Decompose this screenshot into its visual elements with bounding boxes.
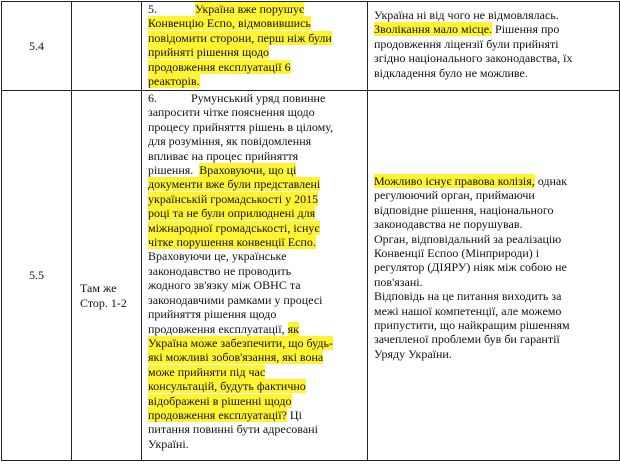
table-row-5-4 xyxy=(2,2,620,91)
item-number: 5. xyxy=(148,2,157,16)
remark-text: повідомити сторони, перш ніж були xyxy=(148,30,332,45)
row-number-text: 5.4 xyxy=(29,38,44,53)
remark-text: реакторів. xyxy=(148,74,200,89)
response-text: пов'язані. xyxy=(374,274,423,289)
remark-text: українській громадськості у 2015 xyxy=(148,191,319,206)
remark-text: Україна може забезпечити, що будь- xyxy=(148,335,333,350)
remark-text: як xyxy=(287,321,299,336)
remark-text: рішення. xyxy=(148,163,194,178)
response-text: Уряду України. xyxy=(374,346,452,361)
item-number: 6. xyxy=(148,91,157,105)
remark-text: прийняті рішення щодо xyxy=(148,45,270,60)
response-table xyxy=(1,1,620,461)
remark-text: законодавчими рамками у процесі xyxy=(148,292,323,307)
response-text: Зволікання мало місце. xyxy=(374,22,493,37)
response-text: Конвенції Еспоо (Мінприроди) і xyxy=(374,246,540,261)
remark-text: році та не були оприлюднені для xyxy=(148,206,316,221)
remark-text: Ці xyxy=(286,407,302,422)
remark-cell xyxy=(142,2,368,91)
remark-line xyxy=(148,2,363,16)
reference-text: Стор. 1-2 xyxy=(80,295,127,310)
response-text: відкладення було не можливе. xyxy=(374,65,528,80)
remark-text: законодавство не проводить xyxy=(148,263,292,278)
row-number xyxy=(2,91,72,461)
remark-text: продовження експлуатації 6 xyxy=(148,59,291,74)
response-cell xyxy=(368,2,620,91)
remark-text: прийняття рішення щодо xyxy=(148,307,277,322)
response-text: припустити, що найкращим рішенням xyxy=(374,318,570,333)
reference-text: Там же xyxy=(80,281,117,296)
reference-cell xyxy=(72,2,142,91)
response-text: Україна ні від чого не відмовлялась. xyxy=(374,8,559,22)
response-text: Орган, відповідальний за реалізацію xyxy=(374,231,562,246)
response-text: Рішення про xyxy=(492,22,560,37)
remark-text: Україна вже порушує xyxy=(195,2,305,16)
remark-text: для розуміння, як повідомлення xyxy=(148,134,312,149)
response-cell xyxy=(368,91,620,461)
remark-text: питання повинні бути адресовані xyxy=(148,422,318,437)
remark-text: процесу прийняття рішень в цілому, xyxy=(148,119,334,134)
remark-text: Україні. xyxy=(148,436,189,451)
response-text: регулюючий орган, приймаючи xyxy=(374,188,535,203)
remark-text: продовження експлуатації? xyxy=(148,407,287,422)
response-text: згідно національного законодавства, їх xyxy=(374,51,573,66)
response-text: законодавства не порушував. xyxy=(374,217,523,232)
remark-text: може прийняти під час xyxy=(148,364,266,379)
remark-text: документи вже були представлені xyxy=(148,177,321,192)
table-row-5-5 xyxy=(2,91,620,461)
remark-text: консультацій, будуть фактично xyxy=(148,379,306,394)
remark-text: впливає на процес прийняття xyxy=(148,148,299,163)
remark-text: міжнародної громадськості, існує xyxy=(148,220,320,235)
remark-text: запросити чітке пояснення щодо xyxy=(148,105,315,120)
reference-cell xyxy=(72,91,142,461)
row-number-text: 5.5 xyxy=(29,268,44,283)
remark-text: Враховуючи це, українське xyxy=(148,249,287,264)
response-text: межі нашої компетенції, але можемо xyxy=(374,303,562,318)
response-text: зачепленої проблеми був би гарантії xyxy=(374,332,560,347)
remark-text: які можливі зобов'язання, які вона xyxy=(148,350,324,365)
response-text: продовження ліцензії були прийняті xyxy=(374,36,559,51)
response-text: регулятор (ДІЯРУ) ніяк між собою не xyxy=(374,260,567,275)
response-text: Відповідь на це питання виходить за xyxy=(374,289,562,304)
remark-text: відображені в рішенні щодо xyxy=(148,393,292,408)
remark-text: Румунський уряд повинне xyxy=(191,91,326,105)
remark-text: Враховуючи, що ці xyxy=(199,163,297,178)
response-text: Можливо існує правова колізія, xyxy=(374,174,535,188)
row-number xyxy=(2,2,72,91)
remark-text: жодного зв'язку між ОВНС та xyxy=(148,278,301,293)
remark-text: чітке порушення конвенції Еспо. xyxy=(148,235,316,250)
remark-text: продовження експлуатації, xyxy=(148,321,285,336)
response-text: однак xyxy=(534,174,568,188)
remark-cell xyxy=(142,91,368,461)
remark-text: Конвенцію Еспо, відмовившись xyxy=(148,16,311,31)
response-text: відповідне рішення, національного xyxy=(374,202,554,217)
